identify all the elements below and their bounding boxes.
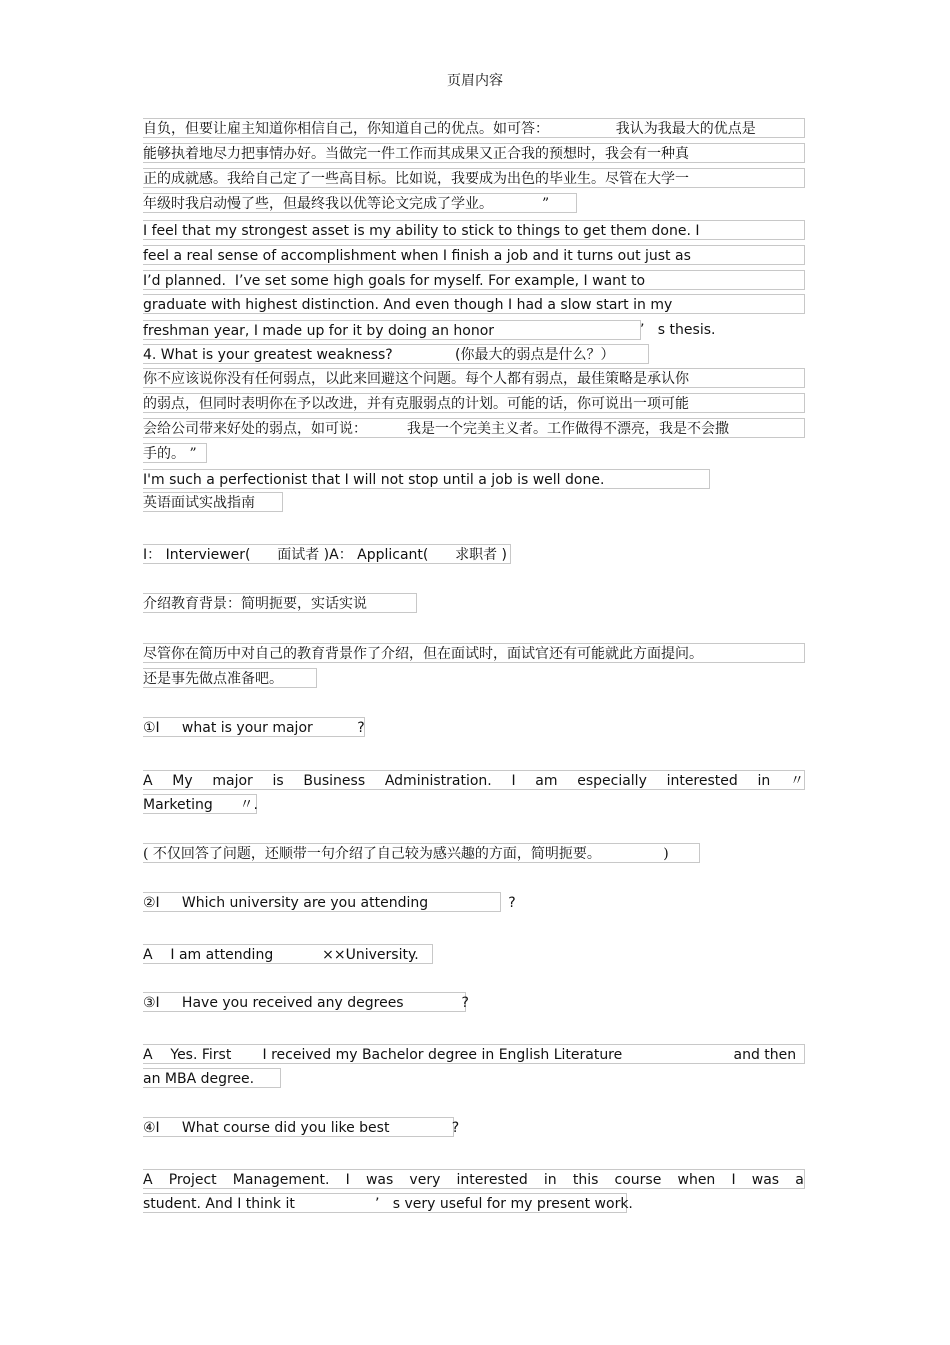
answer-line: student. And I think it ’ s very useful for my present work. bbox=[143, 1193, 627, 1213]
question-line: ①I what is your major ? bbox=[143, 717, 365, 737]
word: My bbox=[172, 773, 193, 789]
question-line: ②I Which university are you attending ? bbox=[143, 892, 501, 912]
answer-line: A I am attending ××University. bbox=[143, 944, 433, 964]
word: 〃 bbox=[789, 773, 804, 789]
word: am bbox=[535, 773, 558, 789]
answer-line: A Yes. First I received my Bachelor degree in English Literature and then bbox=[143, 1044, 805, 1064]
word: Management. bbox=[232, 1172, 330, 1188]
text-line: I'm such a perfectionist that I will not stop until a job is well done. bbox=[143, 469, 710, 489]
note-line: ( 不仅回答了问题，还顺带一句介绍了自己较为感兴趣的方面，简明扼要。 ) bbox=[143, 843, 700, 863]
text-line: ’ s thesis. bbox=[640, 322, 716, 338]
section-title: 英语面试实战指南 bbox=[143, 492, 283, 512]
word: was bbox=[365, 1172, 394, 1188]
word: I bbox=[731, 1172, 736, 1188]
word: when bbox=[677, 1172, 716, 1188]
text-line: graduate with highest distinction. And even though I had a slow start in my bbox=[143, 294, 805, 314]
text-line: 能够执着地尽力把事情办好。当做完一件工作而其成果又正合我的预想时，我会有一种真 bbox=[143, 143, 805, 163]
word: course bbox=[614, 1172, 662, 1188]
answer-line bbox=[143, 1169, 805, 1189]
text-line: 手的。 ” bbox=[143, 443, 207, 463]
answer-line: an MBA degree. bbox=[143, 1068, 281, 1088]
word: very bbox=[409, 1172, 441, 1188]
word: interested bbox=[456, 1172, 528, 1188]
word: Administration. bbox=[384, 773, 492, 789]
word: interested bbox=[666, 773, 738, 789]
text-line: 尽管你在简历中对自己的教育背景作了介绍，但在面试时，面试官还有可能就此方面提问。 bbox=[143, 643, 805, 663]
word: especially bbox=[577, 773, 647, 789]
legend-line: I： Interviewer( 面试者 )A： Applicant( 求职者 ) bbox=[143, 544, 511, 564]
word: in bbox=[757, 773, 771, 789]
word: was bbox=[751, 1172, 780, 1188]
text-line: 正的成就感。我给自己定了一些高目标。比如说，我要成为出色的毕业生。尽管在大学一 bbox=[143, 168, 805, 188]
word: Business bbox=[303, 773, 366, 789]
text-line: 的弱点，但同时表明你在予以改进，并有克服弱点的计划。可能的话，你可说出一项可能 bbox=[143, 393, 805, 413]
word: Project bbox=[168, 1172, 217, 1188]
answer-line: Marketing 〃. bbox=[143, 794, 257, 814]
word: a bbox=[795, 1172, 804, 1188]
word: in bbox=[543, 1172, 557, 1188]
text-line: 还是事先做点准备吧。 bbox=[143, 668, 317, 688]
text-line: I feel that my strongest asset is my ability to stick to things to get them done. I bbox=[143, 220, 805, 240]
answer-line bbox=[143, 770, 805, 790]
word: I bbox=[345, 1172, 350, 1188]
text-line: 年级时我启动慢了些，但最终我以优等论文完成了学业。 ” bbox=[143, 193, 577, 213]
word: is bbox=[272, 773, 284, 789]
question-line: ④I What course did you like best ? bbox=[143, 1117, 454, 1137]
text-line: 会给公司带来好处的弱点，如可说： 我是一个完美主义者。工作做得不漂亮，我是不会撒 bbox=[143, 418, 805, 438]
text-line: feel a real sense of accomplishment when I finish a job and it turns out just as bbox=[143, 245, 805, 265]
question-heading: 4. What is your greatest weakness? (你最大的弱点是什么？） bbox=[143, 344, 649, 364]
text-line: I’d planned. I’ve set some high goals for myself. For example, I want to bbox=[143, 270, 805, 290]
section-title: 介绍教育背景：简明扼要，实话实说 bbox=[143, 593, 417, 613]
word: major bbox=[212, 773, 253, 789]
word: A bbox=[143, 1172, 153, 1188]
question-line: ③I Have you received any degrees ? bbox=[143, 992, 466, 1012]
word: I bbox=[511, 773, 516, 789]
word: this bbox=[572, 1172, 599, 1188]
text-line: freshman year, I made up for it by doing an honor bbox=[143, 320, 641, 340]
text-line: 你不应该说你没有任何弱点，以此来回避这个问题。每个人都有弱点，最佳策略是承认你 bbox=[143, 368, 805, 388]
text-line: 自负，但要让雇主知道你相信自己，你知道自己的优点。如可答： 我认为我最大的优点是 bbox=[143, 118, 805, 138]
word: A bbox=[143, 773, 153, 789]
page-header: 页眉内容 bbox=[447, 73, 503, 89]
